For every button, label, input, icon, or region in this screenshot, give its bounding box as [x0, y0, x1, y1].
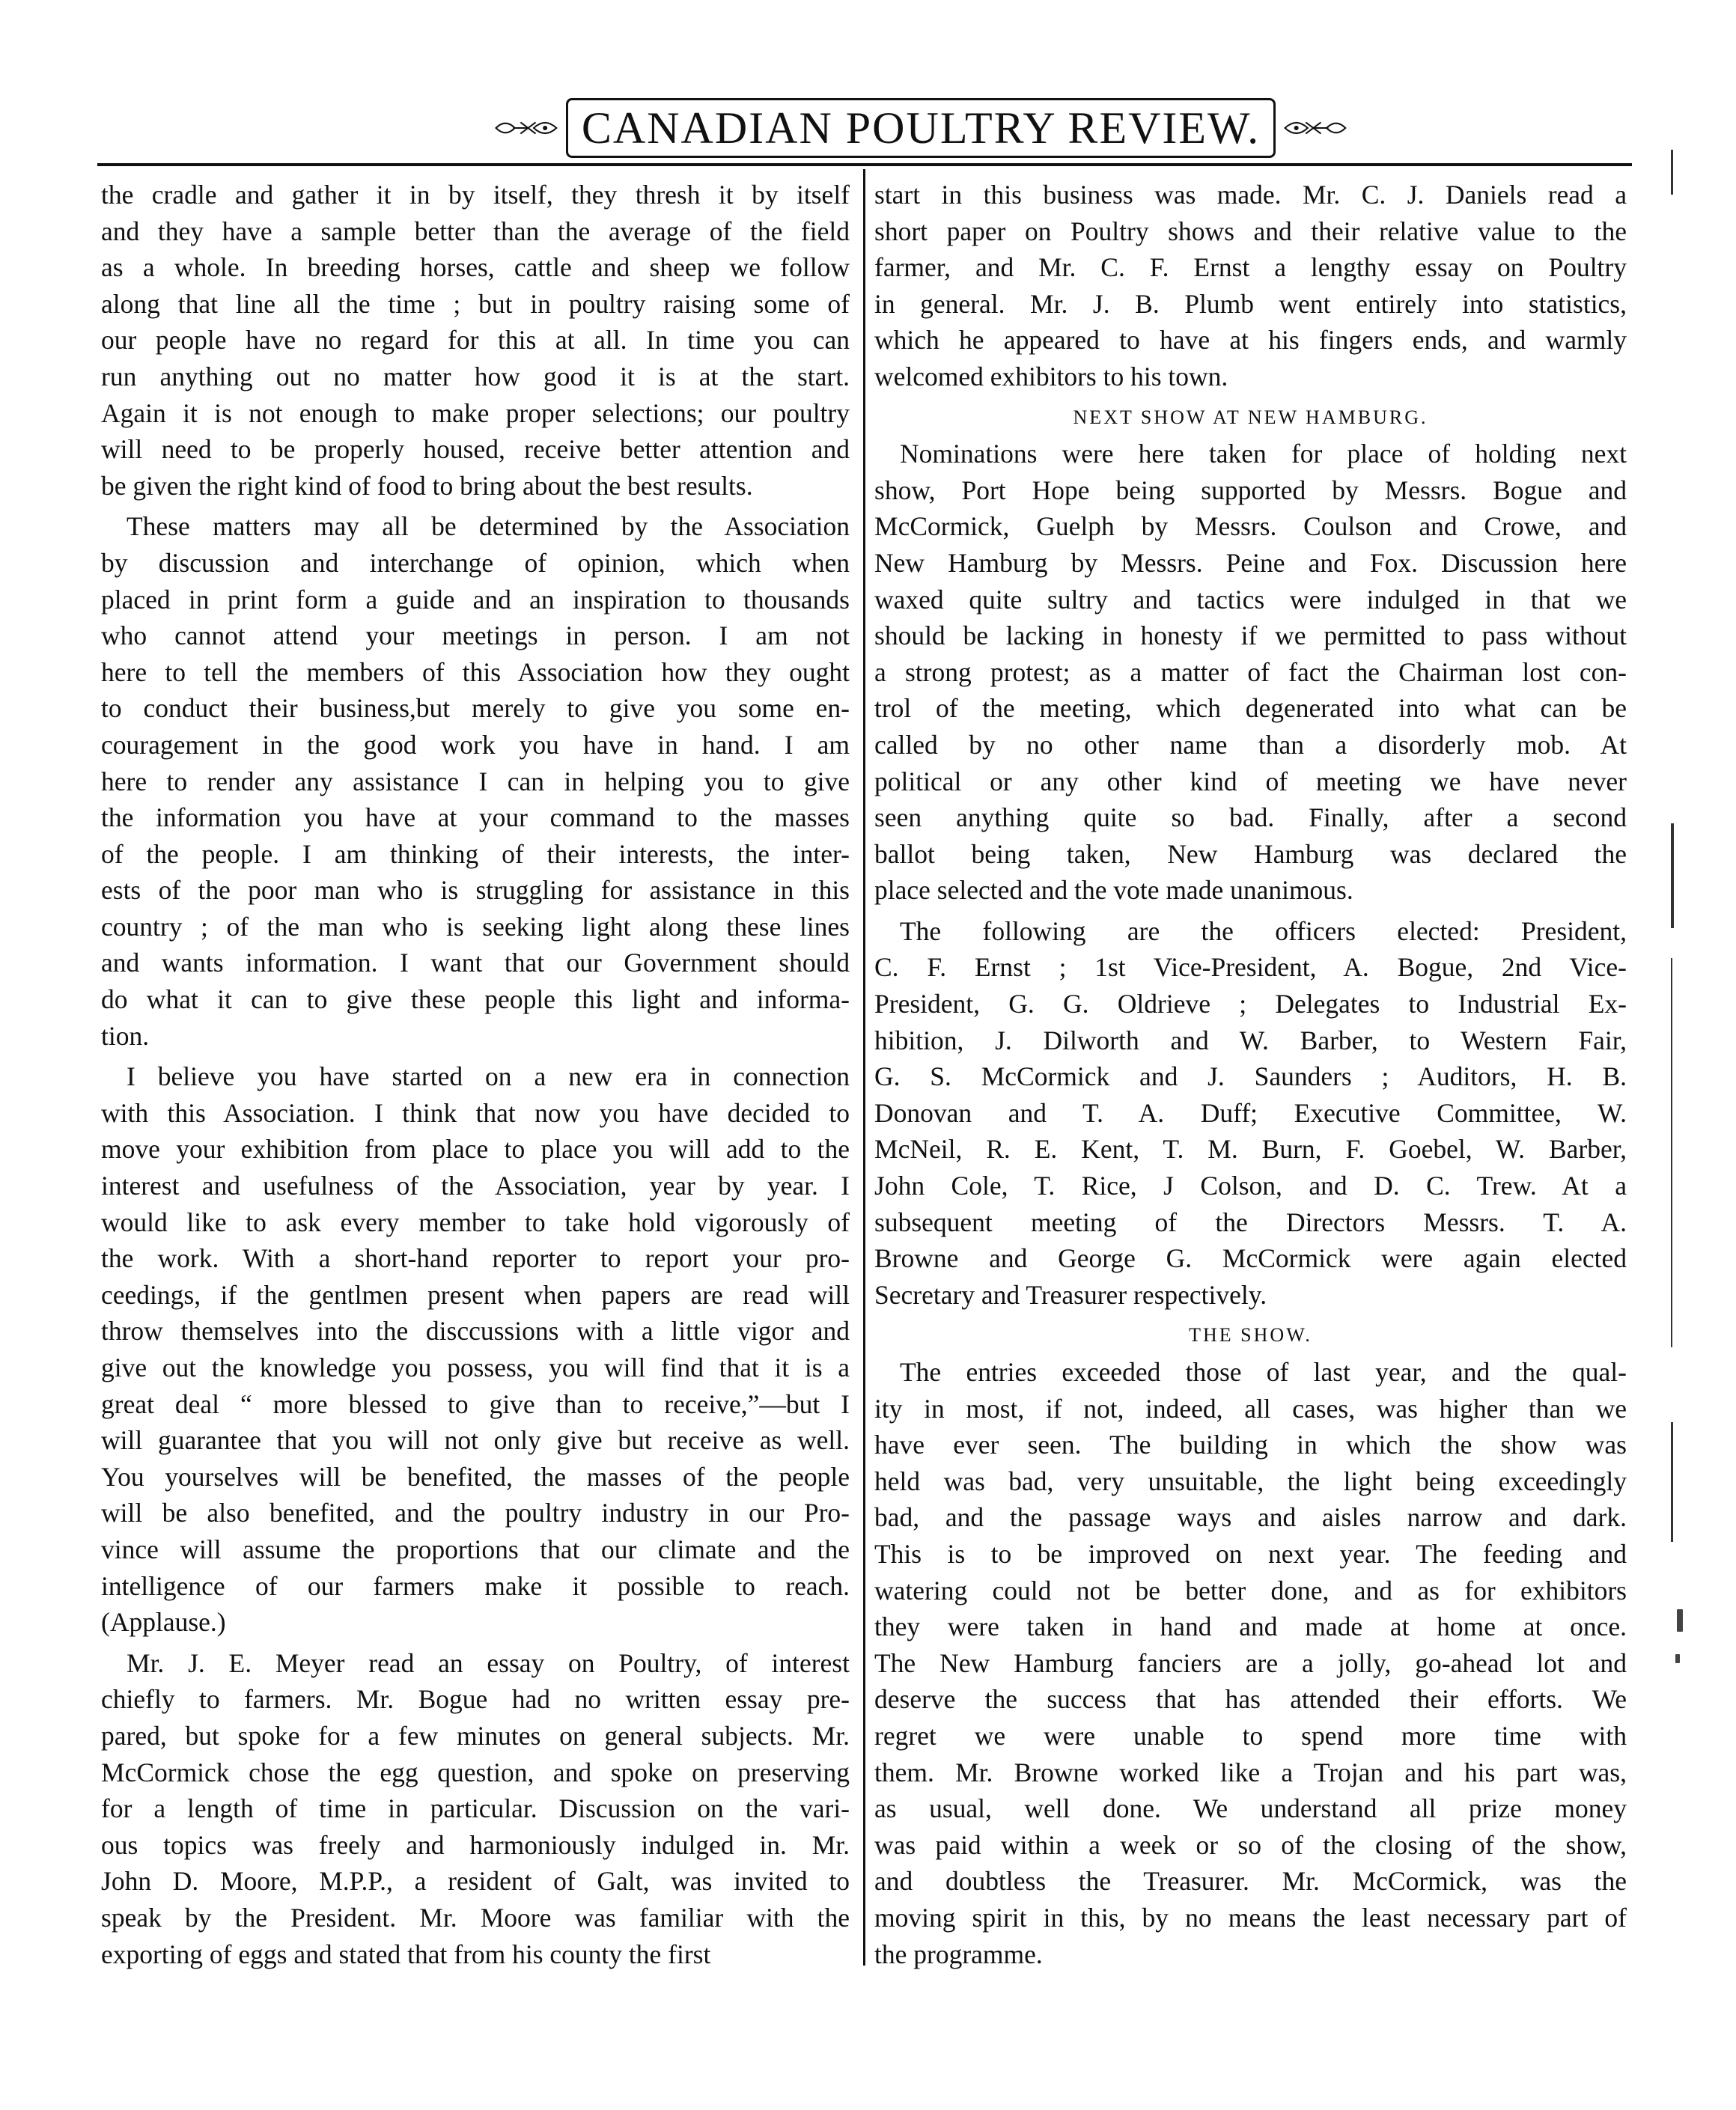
text-line: and wants information. I want that our Government should [101, 948, 850, 978]
text-line: trol of the meeting, which degenerated into what can be [874, 693, 1627, 724]
text-line: ity in most, if not, indeed, all cases, was higher than we [874, 1393, 1627, 1424]
text-line: as usual, well done. We understand all prize money [874, 1793, 1627, 1824]
text-line: President, G. G. Oldrieve ; Delegates to Industrial Ex- [874, 989, 1627, 1019]
text-line: (Applause.) [101, 1607, 226, 1638]
text-line: hibition, J. Dilworth and W. Barber, to Western Fair, [874, 1025, 1627, 1055]
text-line: in general. Mr. J. B. Plumb went entirely into statistics, [874, 288, 1627, 319]
text-line: waxed quite sultry and tactics were indulged in that we [874, 584, 1627, 615]
text-line: This is to be improved on next year. The feeding and [874, 1538, 1627, 1569]
text-line: couragement in the good work you have in hand. I am [101, 729, 850, 760]
text-line: These matters may all be determined by the Association [127, 511, 850, 542]
text-line: interest and usefulness of the Association, year by year. I [101, 1171, 850, 1201]
text-line: held was bad, very unsuitable, the light being exceedingly [874, 1466, 1627, 1496]
paragraph-gap [101, 1972, 850, 1977]
text-line: to conduct their business,but merely to give you some en- [101, 693, 850, 724]
scan-edge-mark [1671, 958, 1672, 1347]
text-line: will guarantee that you will not only give but receive as well. [101, 1425, 850, 1456]
left-flourish-ornament [494, 106, 558, 150]
text-line: ests of the poor man who is struggling for assistance in this [101, 875, 850, 906]
text-line: great deal “ more blessed to give than to receive,”—but I [101, 1388, 850, 1419]
text-line: our people have no regard for this at all. In time you can [101, 325, 850, 356]
text-line: give out the knowledge you possess, you will find that it is a [101, 1353, 850, 1382]
text-line: they were taken in hand and made at home at once. [874, 1612, 1627, 1642]
text-line: Mr. J. E. Meyer read an essay on Poultry, of interest [127, 1647, 850, 1678]
paragraph [101, 177, 850, 504]
text-line: short paper on Poultry shows and their relative value to the [874, 216, 1627, 246]
section-heading: NEXT SHOW AT NEW HAMBURG. [1073, 406, 1428, 428]
text-line: The entries exceeded those of last year, and the qual- [900, 1357, 1627, 1387]
text-line: Secretary and Treasurer respectively. [874, 1279, 1267, 1310]
text-line: John D. Moore, M.P.P., a resident of Galt, was invited to [101, 1866, 850, 1897]
text-line: ballot being taken, New Hamburg was declared the [874, 838, 1627, 869]
scan-speck [1675, 1654, 1680, 1663]
scan-edge-mark [1671, 150, 1673, 195]
paragraph [874, 913, 1627, 1314]
scan-speck [1677, 1609, 1683, 1632]
masthead-title: CANADIAN POULTRY REVIEW. [566, 98, 1276, 158]
text-line: G. S. McCormick and J. Saunders ; Auditors, H. B. [874, 1061, 1627, 1092]
text-line: the programme. [874, 1939, 1043, 1969]
text-line: McCormick, Guelph by Messrs. Coulson and Crowe, and [874, 511, 1627, 542]
paragraph [874, 436, 1627, 909]
text-line: deserve the success that has attended their efforts. We [874, 1684, 1627, 1715]
text-line: The following are the officers elected: President, [900, 915, 1627, 946]
text-line: welcomed exhibitors to his town. [874, 361, 1228, 391]
text-line: and they have a sample better than the average of the field [101, 216, 850, 246]
text-line: move your exhibition from place to place you will add to the [101, 1134, 850, 1165]
text-line: chiefly to farmers. Mr. Bogue had no written essay pre- [101, 1684, 850, 1715]
text-line: tion. [101, 1020, 150, 1051]
text-line: intelligence of our farmers make it possible to reach. [101, 1570, 850, 1601]
text-line: will be also benefited, and the poultry industry in our Pro- [101, 1498, 850, 1528]
text-line: ceedings, if the gentlmen present when papers are read will [101, 1279, 850, 1310]
text-line: Again it is not enough to make proper selections; our poultry [101, 397, 850, 428]
text-line: be given the right kind of food to bring about the best results. [101, 470, 753, 501]
text-line: pared, but spoke for a few minutes on general subjects. Mr. [101, 1720, 850, 1751]
text-line: McCormick chose the egg question, and spoke on preserving [101, 1757, 850, 1787]
right-flourish-ornament [1283, 106, 1347, 150]
text-line: ous topics was freely and harmoniously indulged in. Mr. [101, 1829, 850, 1860]
text-line: country ; of the man who is seeking light along these lines [101, 911, 850, 942]
text-line: regret we were unable to spend more time with [874, 1720, 1627, 1751]
text-line: New Hamburg by Messrs. Peine and Fox. Discussion here [874, 547, 1627, 578]
text-line: exporting of eggs and stated that from his county the first [101, 1939, 711, 1969]
text-line: the information you have at your command to the masses [101, 802, 850, 833]
text-line: farmer, and Mr. C. F. Ernst a lengthy essay on Poultry [874, 252, 1627, 283]
text-line: bad, and the passage ways and aisles narrow and dark. [874, 1502, 1627, 1533]
text-line: with this Association. I think that now you have decided to [101, 1097, 850, 1128]
text-line: Nominations were here taken for place of holding next [900, 439, 1627, 469]
text-line: the work. With a short-hand reporter to report your pro- [101, 1243, 850, 1274]
text-line: seen anything quite so bad. Finally, after a second [874, 802, 1627, 833]
text-line: watering could not be better done, and as for exhibitors [874, 1575, 1627, 1606]
paragraph [874, 1354, 1627, 1972]
section-heading: THE SHOW. [1189, 1324, 1312, 1347]
text-line: placed in print form a guide and an inspiration to thousands [101, 584, 850, 615]
text-line: subsequent meeting of the Directors Messrs. T. A. [874, 1207, 1627, 1237]
text-line: them. Mr. Browne worked like a Trojan and his part was, [874, 1757, 1627, 1787]
text-line: throw themselves into the disccussions with a little vigor and [101, 1316, 850, 1347]
column-divider [863, 169, 865, 1966]
masthead [494, 94, 1347, 162]
header-rule [97, 163, 1632, 166]
left-column [101, 177, 850, 1977]
text-line: of the people. I am thinking of their interests, the inter- [101, 838, 850, 869]
paragraph [101, 508, 850, 1054]
text-line: show, Port Hope being supported by Messrs. Bogue and [874, 475, 1627, 505]
paragraph [101, 1645, 850, 1972]
paragraph [101, 1058, 850, 1641]
text-line: John Cole, T. Rice, J Colson, and D. C. Trew. At a [874, 1171, 1627, 1201]
text-line: The New Hamburg fanciers are a jolly, go-ahead lot and [874, 1647, 1627, 1678]
paragraph-gap [874, 1972, 1627, 1977]
scan-edge-mark [1671, 1422, 1673, 1542]
text-line: C. F. Ernst ; 1st Vice-President, A. Bogue, 2nd Vice- [874, 952, 1627, 983]
text-line: a strong protest; as a matter of fact the Chairman lost con- [874, 656, 1627, 687]
text-line: do what it can to give these people this light and informa- [101, 984, 850, 1015]
text-line: here to render any assistance I can in helping you to give [101, 766, 850, 796]
text-line: should be lacking in honesty if we permitted to pass without [874, 621, 1627, 651]
text-line: the cradle and gather it in by itself, they thresh it by itself [101, 180, 850, 210]
text-line: would like to ask every member to take hold vigorously of [101, 1207, 850, 1237]
text-line: vince will assume the proportions that our climate and the [101, 1534, 850, 1564]
text-line: moving spirit in this, by no means the least necessary part of [874, 1902, 1627, 1933]
text-line: here to tell the members of this Association how they ought [101, 656, 850, 687]
text-line: along that line all the time ; but in poultry raising some of [101, 288, 850, 319]
text-line: was paid within a week or so of the closing of the show, [874, 1829, 1627, 1860]
text-line: by discussion and interchange of opinion, which when [101, 547, 850, 578]
text-line: McNeil, R. E. Kent, T. M. Burn, F. Goebel, W. Barber, [874, 1134, 1627, 1165]
text-line: Browne and George G. McCormick were again elected [874, 1243, 1627, 1274]
text-line: who cannot attend your meetings in person. I am not [101, 621, 850, 651]
paragraph [874, 177, 1627, 395]
text-line: for a length of time in particular. Discussion on the vari- [101, 1793, 850, 1824]
text-line: have ever seen. The building in which the show was [874, 1430, 1627, 1460]
text-line: will need to be properly housed, receive better attention and [101, 434, 850, 465]
text-line: and doubtless the Treasurer. Mr. McCormick, was the [874, 1866, 1627, 1897]
text-line: political or any other kind of meeting we have never [874, 766, 1627, 796]
text-line: place selected and the vote made unanimous. [874, 875, 1353, 906]
right-column [874, 177, 1627, 1977]
text-line: I believe you have started on a new era in connection [127, 1061, 850, 1092]
text-line: called by no other name than a disorderly mob. At [874, 729, 1627, 760]
text-line: start in this business was made. Mr. C. J. Daniels read a [874, 180, 1627, 210]
text-line: speak by the President. Mr. Moore was familiar with the [101, 1902, 850, 1933]
text-line: Donovan and T. A. Duff; Executive Committee, W. [874, 1097, 1627, 1128]
text-line: run anything out no matter how good it is at the start. [101, 361, 850, 391]
text-line: which he appeared to have at his fingers ends, and warmly [874, 325, 1627, 356]
text-line: You yourselves will be benefited, the masses of the people [101, 1461, 850, 1492]
text-line: as a whole. In breeding horses, cattle and sheep we follow [101, 252, 850, 283]
scan-edge-mark [1671, 823, 1674, 928]
